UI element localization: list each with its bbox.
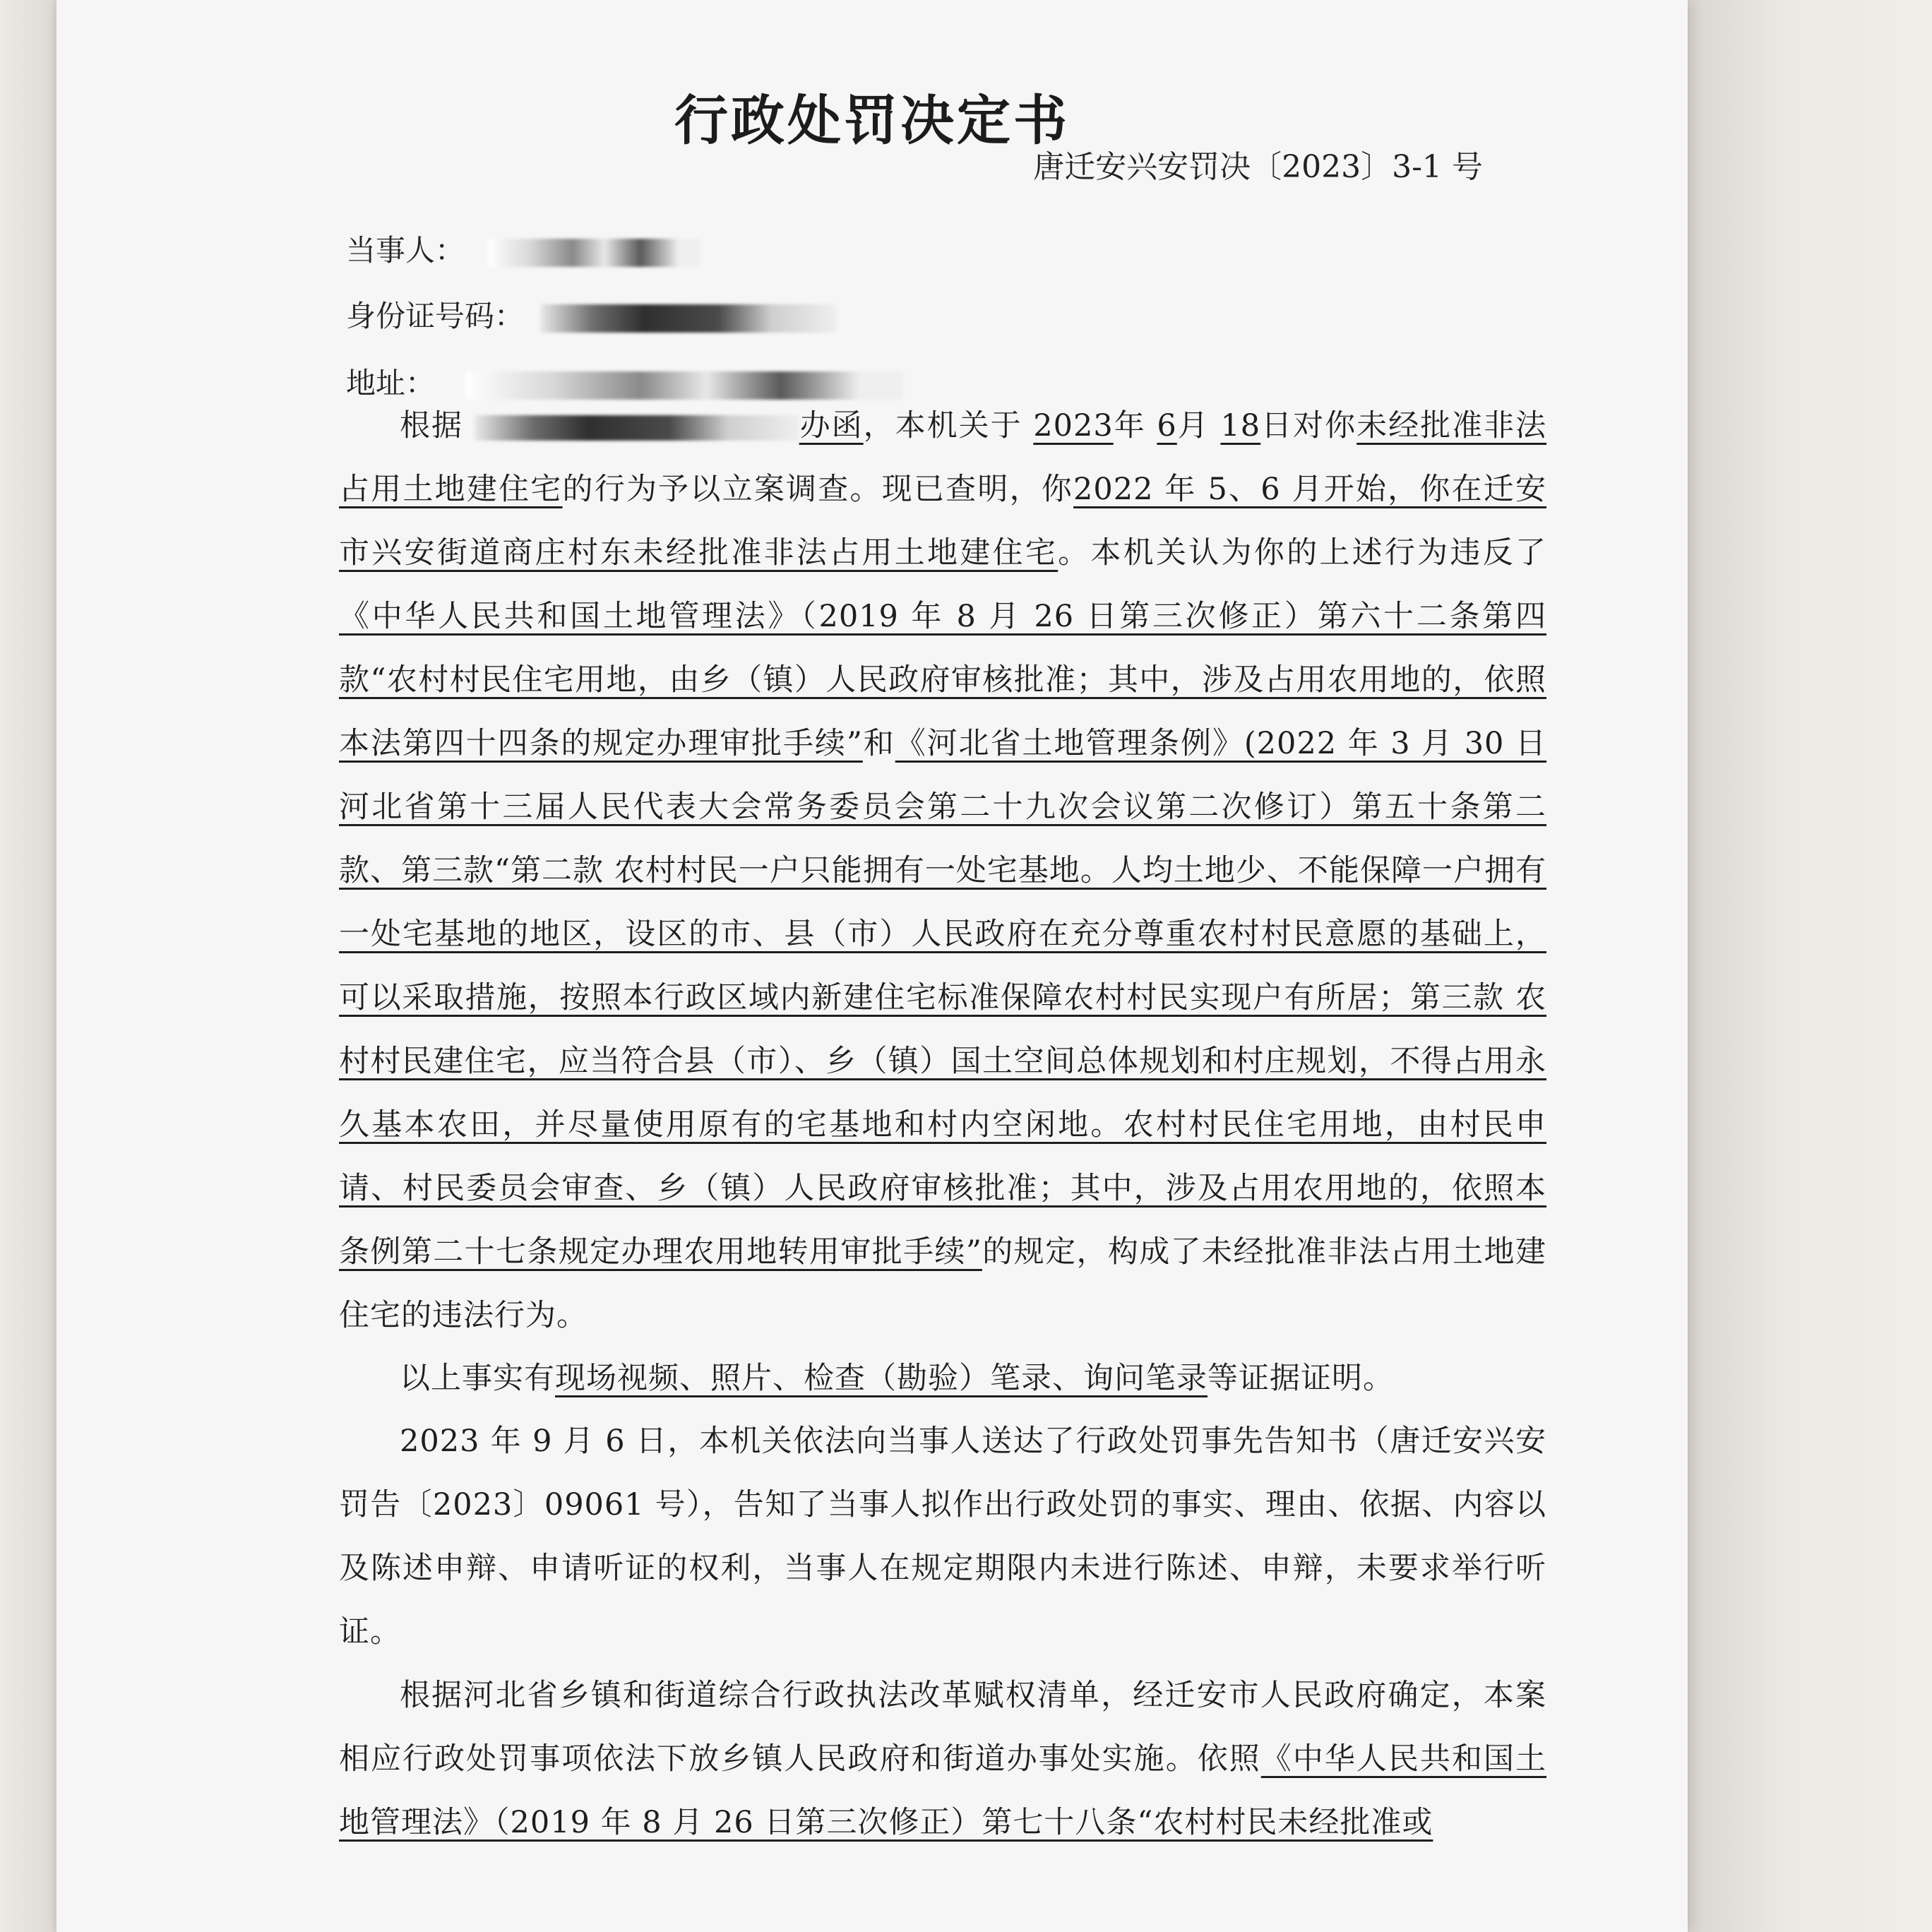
p1-f: 。本机关认为你的上述行为违反了 <box>1058 535 1547 571</box>
p1-month: 6 <box>1157 408 1177 443</box>
desk-right <box>1688 0 1932 1932</box>
p2-a: 以上事实有 <box>400 1361 555 1396</box>
p2-evidence: 现场视频、照片、检查（勘验）笔录、询问笔录 <box>555 1361 1208 1396</box>
party-label: 当事人： <box>346 233 465 268</box>
p1-d: 日对你 <box>1260 408 1357 443</box>
p1-g: 和 <box>862 726 895 761</box>
document-title: 行政处罚决定书 <box>674 89 1070 152</box>
document-number: 唐迁安兴安罚决〔2023〕3-1 号 <box>1033 149 1483 185</box>
body-paragraph-1 <box>339 394 1546 1854</box>
p1-basis: 办函 <box>799 408 864 443</box>
p2-b: 等证据证明。 <box>1208 1361 1394 1396</box>
redacted-id <box>540 304 837 333</box>
p1-law1: 《中华人民共和国土地管理法》（2019 年 8 月 26 日第三次修正）第六十二条第四款“农村村民住宅用地，由乡（镇）人民政府审核批准；其中，涉及占用农用地的，依照本法第四十四条的规定办理审批手续” <box>339 599 1546 761</box>
p1-h: 的规定，构成了未经批准非法占用土地建住宅的违法行为。 <box>339 1234 1547 1333</box>
id-label: 身份证号码： <box>346 299 525 333</box>
p4-a: 根据河北省乡镇和街道综合行政执法改革赋权清单，经迁安市人民政府确定，本案相应行政处罚事项依法下放乡镇人民政府和街道办事处实施。依照 <box>339 1678 1546 1777</box>
p1-prefix: 根据 <box>400 408 463 443</box>
address-label: 地址： <box>346 366 436 400</box>
party-field <box>346 227 700 270</box>
p1-day: 18 <box>1220 408 1261 443</box>
redacted-name <box>488 239 700 267</box>
p1-fact: 2022 年 5、6 月开始，你在迁安市兴安街道商庄村东未经批准非法占用土地建住宅 <box>339 472 1547 571</box>
p1-c: 月 <box>1176 408 1210 443</box>
desk-left <box>0 0 56 1932</box>
id-field <box>346 293 837 335</box>
p1-a: ，本机关于 <box>863 408 1022 443</box>
document-page <box>56 0 1688 1932</box>
redacted-basis <box>475 415 799 441</box>
paragraph-3: 2023 年 9 月 6 日，本机关依法向当事人送达了行政处罚事先告知书（唐迁安兴安罚告〔2023〕09061 号），告知了当事人拟作出行政处罚的事实、理由、依据、内容以及陈述申辩、申请听证的权利，当事人在规定期限内未进行陈述、申辩，未要求举行听证。 <box>339 1424 1546 1650</box>
p1-year: 2023 <box>1033 408 1114 443</box>
p1-law2: 《河北省土地管理条例》(2022 年 3 月 30 日河北省第十三届人民代表大会常务委员会第二十九次会议第二次修订）第五十条第二款、第三款“第二款 农村村民一户只能拥有一处宅基地。人均土地少、不能保障一户拥有一处宅基地的地区，设区的市、县（市）人民政府在充分尊重农村村民意愿的基础上，可以采取措施，按照本行政区域内新建住宅标准保障农村村民实现户有所居；第三款 农村村民建住宅，应当符合县（市）、乡（镇）国土空间总体规划和村庄规划，不得占用永久基本农田，并尽量使用原有的宅基地和村内空闲地。农村村民住宅用地，由村民申请、村民委员会审查、乡（镇）人民政府审核批准；其中，涉及占用农用地的，依照本条例第二十七条规定办理农用地转用审批手续” <box>339 726 1547 1270</box>
p1-case: 未经批准非法占用土地建住宅 <box>339 408 1547 507</box>
p1-b: 年 <box>1113 408 1146 443</box>
p4-law: 《中华人民共和国土地管理法》（2019 年 8 月 26 日第三次修正）第七十八条“农村村民未经批准或 <box>339 1741 1547 1840</box>
p1-e: 的行为予以立案调查。现已查明，你 <box>562 472 1074 507</box>
